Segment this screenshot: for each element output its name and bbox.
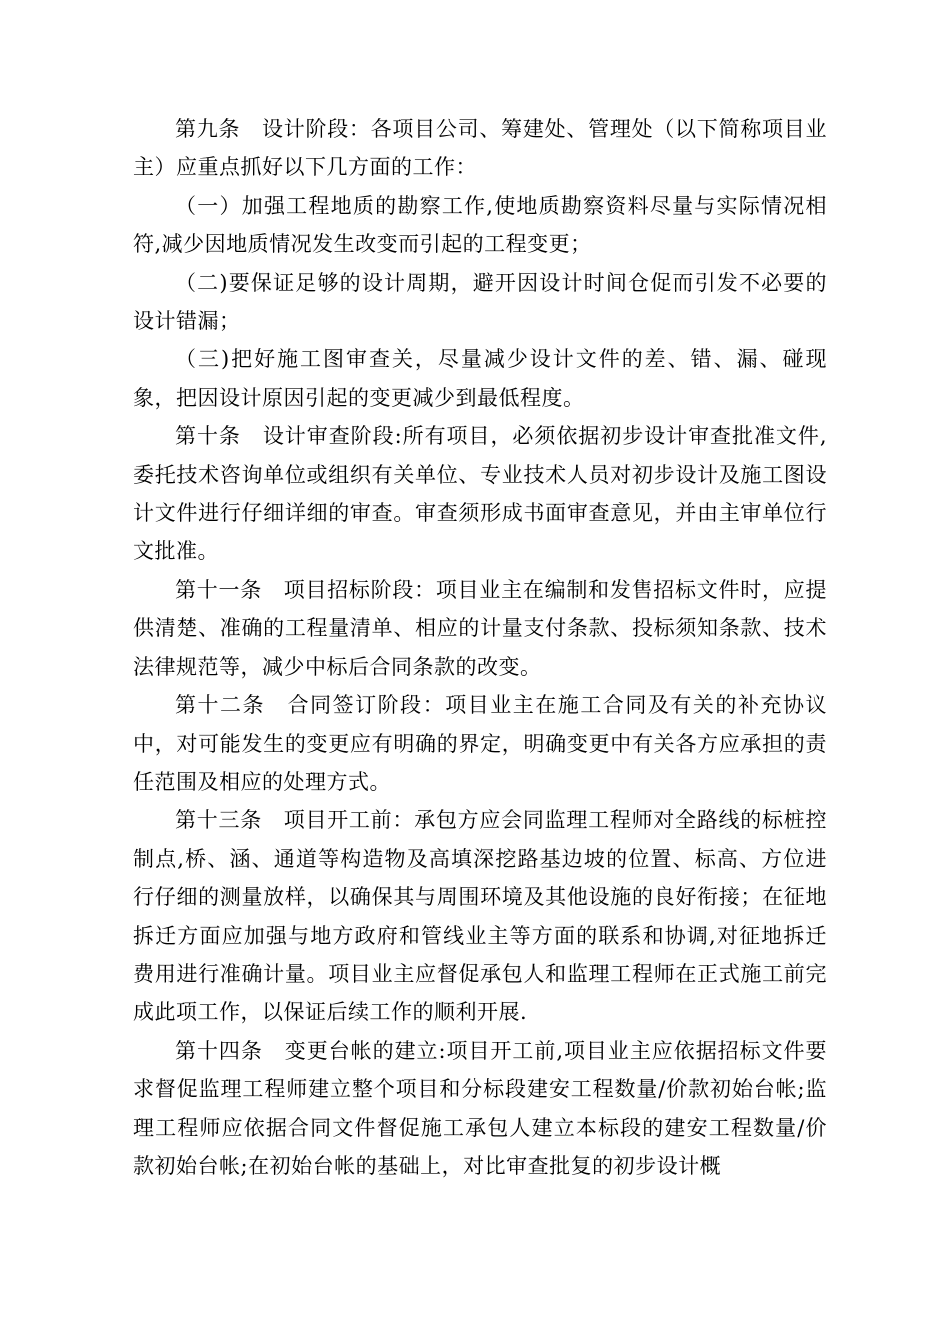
article-11-paragraph: 第十一条 项目招标阶段：项目业主在编制和发售招标文件时，应提供清楚、准确的工程量清单、相应的计量支付条款、投标须知条款、技术法律规范等，减少中标后合同条款的改变。 bbox=[133, 577, 827, 679]
article-12-paragraph: 第十二条 合同签订阶段：项目业主在施工合同及有关的补充协议中，对可能发生的变更应有明确的界定，明确变更中有关各方应承担的责任范围及相应的处理方式。 bbox=[133, 693, 827, 794]
article-13-paragraph: 第十三条 项目开工前：承包方应会同监理工程师对全路线的标桩控制点,桥、涵、通道等构造物及高填深挖路基边坡的位置、标高、方位进行仔细的测量放样，以确保其与周围环境及其他设施的良好衔接；在征地拆迁方面应加强与地方政府和管线业主等方面的联系和协调,对征地拆迁费用进行准确计量。项目业主应督促承包人和监理工程师在正式施工前完成此项工作，以保证后续工作的顺利开展. bbox=[133, 808, 827, 1025]
document-body bbox=[133, 110, 827, 1185]
article-10-paragraph: 第十条 设计审查阶段:所有项目，必须依据初步设计审查批准文件,委托技术咨询单位或组织有关单位、专业技术人员对初步设计及施工图设计文件进行仔细详细的审查。审查须形成书面审查意见，并由主审单位行文批准。 bbox=[133, 424, 827, 564]
item-3-paragraph: （三)把好施工图审查关，尽量减少设计文件的差、错、漏、碰现象，把因设计原因引起的变更减少到最低程度。 bbox=[133, 347, 827, 410]
article-9-paragraph: 第九条 设计阶段：各项目公司、筹建处、管理处（以下简称项目业主）应重点抓好以下几方面的工作： bbox=[133, 117, 827, 180]
item-2-paragraph: （二)要保证足够的设计周期，避开因设计时间仓促而引发不必要的设计错漏； bbox=[133, 270, 827, 334]
item-1-paragraph: （一）加强工程地质的勘察工作,使地质勘察资料尽量与实际情况相符,减少因地质情况发生改变而引起的工程变更； bbox=[133, 193, 827, 257]
article-14-paragraph: 第十四条 变更台帐的建立:项目开工前,项目业主应依据招标文件要求督促监理工程师建立整个项目和分标段建安工程数量/价款初始台帐;监理工程师应依据合同文件督促施工承包人建立本标段的建安工程数量/价款初始台帐;在初始台帐的基础上，对比审查批复的初步设计概 bbox=[133, 1038, 827, 1178]
